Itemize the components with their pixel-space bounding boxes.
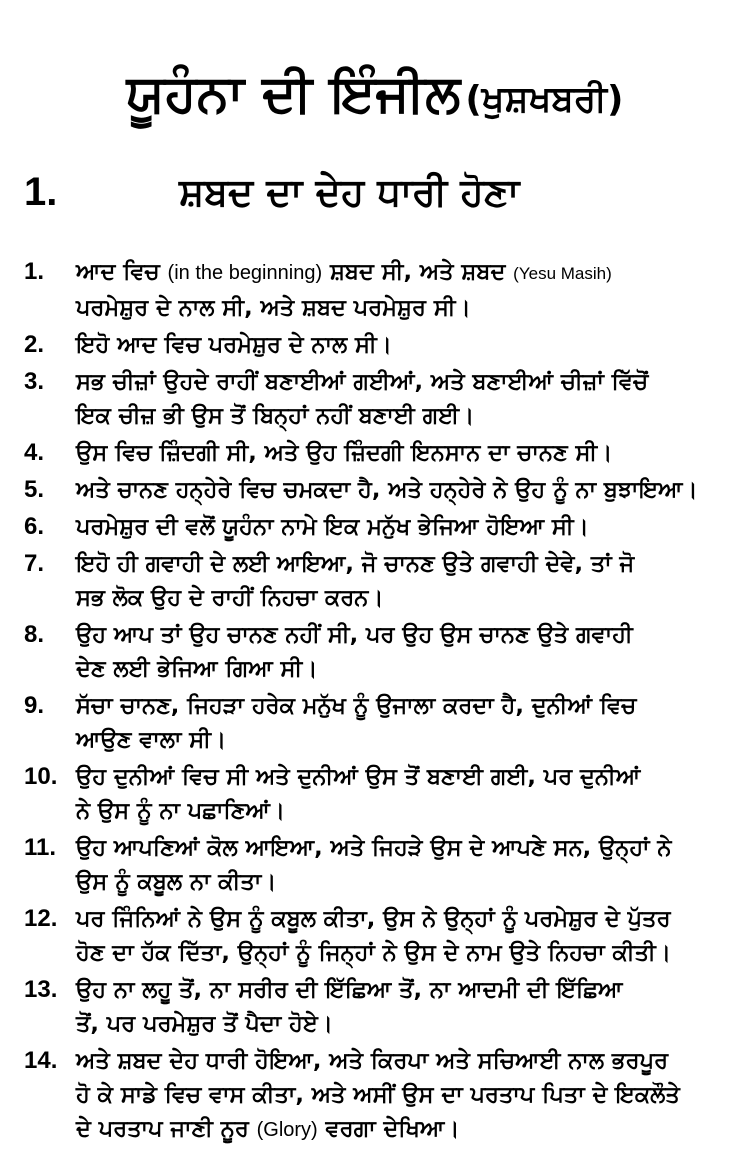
- verse-line: [76, 973, 736, 1007]
- verse-line: [76, 255, 736, 291]
- verse-number: 11.: [24, 834, 57, 861]
- verse: [24, 973, 736, 1041]
- verse-text: ਦੇ ਪਰਤਾਪ ਜਾਣੀ ਨੂਰ: [76, 1116, 257, 1142]
- verse: [24, 760, 736, 828]
- verse-text: ਇਹੋ ਹੀ ਗਵਾਹੀ ਦੇ ਲਈ ਆਇਆ, ਜੋ ਚਾਨਣ ਉਤੇ ਗਵਾਹੀ ਦੇਵੇ, ਤਾਂ ਜੋ: [76, 551, 635, 577]
- verse-number: 4.: [24, 439, 45, 466]
- verse-text: ਪਰ ਜਿੰਨਿਆਂ ਨੇ ਉਸ ਨੂੰ ਕਬੂਲ ਕੀਤਾ, ਉਸ ਨੇ ਉਨ੍ਹਾਂ ਨੂੰ ਪਰਮੇਸ਼ੁਰ ਦੇ ਪੁੱਤਰ: [76, 906, 671, 932]
- verse-text: ਅਤੇ ਚਾਨਣ ਹਨ੍ਹੇਰੇ ਵਿਚ ਚਮਕਦਾ ਹੈ, ਅਤੇ ਹਨ੍ਹੇਰੇ ਨੇ ਉਹ ਨੂੰ ਨਾ ਬੁਝਾਇਆ।: [76, 477, 698, 503]
- verse-text: ਸਭ ਚੀਜ਼ਾਂ ਉਹਦੇ ਰਾਹੀਂ ਬਣਾਈਆਂ ਗਈਆਂ, ਅਤੇ ਬਣਾਈਆਂ ਚੀਜ਼ਾਂ ਵਿੱਚੋਂ: [76, 369, 649, 395]
- verse: [24, 547, 736, 615]
- verse-number: 1.: [24, 258, 45, 285]
- verse: [24, 473, 736, 507]
- verse-line: [76, 473, 736, 507]
- verse-line: [76, 1112, 736, 1147]
- verse-number: 3.: [24, 368, 45, 395]
- verse-line: [76, 1078, 736, 1112]
- verse-line: [76, 547, 736, 581]
- verse-line: [76, 794, 736, 828]
- verse-line: [76, 1044, 736, 1078]
- verse-text: ਪਰਮੇਸ਼ੁਰ ਦੀ ਵਲੋਂ ਯੂਹੰਨਾ ਨਾਮੇ ਇਕ ਮਨੁੱਖ ਭੇਜਿਆ ਹੋਇਆ ਸੀ।: [76, 514, 589, 540]
- verse-line: [76, 399, 736, 433]
- verse-line: [76, 831, 736, 865]
- verse: [24, 365, 736, 433]
- verse-text: ਇਕ ਚੀਜ਼ ਭੀ ਉਸ ਤੋਂ ਬਿਨ੍ਹਾਂ ਨਹੀਂ ਬਣਾਈ ਗਈ।: [76, 403, 475, 429]
- verse-number: 10.: [24, 763, 58, 790]
- title-main: ਯੂਹੰਨਾ ਦੀ ਇੰਜੀਲ: [126, 64, 461, 124]
- verse-text: ਹੋਣ ਦਾ ਹੱਕ ਦਿੱਤਾ, ਉਨ੍ਹਾਂ ਨੂੰ ਜਿਨ੍ਹਾਂ ਨੇ ਉਸ ਦੇ ਨਾਮ ਉਤੇ ਨਿਹਚਾ ਕੀਤੀ।: [76, 940, 671, 966]
- verse-text: ਪਰਮੇਸ਼ੁਰ ਦੇ ਨਾਲ ਸੀ, ਅਤੇ ਸ਼ਬਦ ਪਰਮੇਸ਼ੁਰ ਸੀ।: [76, 295, 471, 321]
- verse-text: ਉਸ ਨੂੰ ਕਬੂਲ ਨਾ ਕੀਤਾ।: [76, 869, 277, 895]
- verse-number: 5.: [24, 476, 45, 503]
- verse-number: 6.: [24, 513, 45, 540]
- verse-text: ਆਦ ਵਿਚ: [76, 259, 168, 285]
- english-gloss: (Glory): [256, 1119, 318, 1141]
- verse-line: [76, 723, 736, 757]
- verse: [24, 328, 736, 362]
- verse: [24, 1044, 736, 1147]
- verse: [24, 255, 736, 325]
- verse-text: ਹੋ ਕੇ ਸਾਡੇ ਵਿਚ ਵਾਸ ਕੀਤਾ, ਅਤੇ ਅਸੀਂ ਉਸ ਦਾ ਪਰਤਾਪ ਪਿਤਾ ਦੇ ਇਕਲੌਤੇ: [76, 1082, 680, 1108]
- verse-number: 12.: [24, 905, 58, 932]
- verse-line: [76, 328, 736, 362]
- verse-number: 2.: [24, 331, 45, 358]
- chapter-heading: ਸ਼ਬਦ ਦਾ ਦੇਹ ਧਾਰੀ ਹੋਣਾ: [179, 170, 520, 214]
- verse-line: [76, 1007, 736, 1041]
- verse: [24, 510, 736, 544]
- verse-number: 13.: [24, 976, 58, 1003]
- verse-text: ਤੋਂ, ਪਰ ਪਰਮੇਸ਼ੁਰ ਤੋਂ ਪੈਦਾ ਹੋਏ।: [76, 1011, 333, 1037]
- verse-line: [76, 436, 736, 470]
- verse-text: ਉਹ ਦੁਨੀਆਂ ਵਿਚ ਸੀ ਅਤੇ ਦੁਨੀਆਂ ਉਸ ਤੋਂ ਬਣਾਈ ਗਈ, ਪਰ ਦੁਨੀਆਂ: [76, 764, 641, 790]
- verse: [24, 689, 736, 757]
- verse-text: ਨੇ ਉਸ ਨੂੰ ਨਾ ਪਛਾਣਿਆਂ।: [76, 798, 286, 824]
- verse-text: ਉਹ ਨਾ ਲਹੂ ਤੋਂ, ਨਾ ਸਰੀਰ ਦੀ ਇੱਛਿਆ ਤੋਂ, ਨਾ ਆਦਮੀ ਦੀ ਇੱਛਿਆ: [76, 977, 623, 1003]
- english-gloss: (Yesu Masih): [513, 264, 612, 283]
- verse-line: [76, 902, 736, 936]
- verse-number: 9.: [24, 692, 45, 719]
- verse-line: [76, 510, 736, 544]
- verse: [24, 902, 736, 970]
- verse-number: 7.: [24, 550, 45, 577]
- verse-number: 8.: [24, 621, 45, 648]
- verse: [24, 618, 736, 686]
- verse-text: ਅਤੇ ਸ਼ਬਦ ਦੇਹ ਧਾਰੀ ਹੋਇਆ, ਅਤੇ ਕਿਰਪਾ ਅਤੇ ਸਚਿਆਈ ਨਾਲ ਭਰਪੂਰ: [76, 1048, 669, 1074]
- page-title: [0, 64, 750, 125]
- verse-number: 14.: [24, 1047, 58, 1074]
- verse-text: ਉਹ ਆਪਣਿਆਂ ਕੋਲ ਆਇਆ, ਅਤੇ ਜਿਹੜੇ ਉਸ ਦੇ ਆਪਣੇ ਸਨ, ਉਨ੍ਹਾਂ ਨੇ: [76, 835, 672, 861]
- verse: [24, 436, 736, 470]
- verse: [24, 831, 736, 899]
- verse-text: ਉਸ ਵਿਚ ਜ਼ਿੰਦਗੀ ਸੀ, ਅਤੇ ਉਹ ਜ਼ਿੰਦਗੀ ਇਨਸਾਨ ਦਾ ਚਾਨਣ ਸੀ।: [76, 440, 613, 466]
- english-gloss: (in the beginning): [167, 262, 323, 284]
- verse-text: ਸਭ ਲੋਕ ਉਹ ਦੇ ਰਾਹੀਂ ਨਿਹਚਾ ਕਰਨ।: [76, 585, 384, 611]
- verse-text: ਉਹ ਆਪ ਤਾਂ ਉਹ ਚਾਨਣ ਨਹੀਂ ਸੀ, ਪਰ ਉਹ ਉਸ ਚਾਨਣ ਉਤੇ ਗਵਾਹੀ: [76, 622, 633, 648]
- verse-line: [76, 936, 736, 970]
- verse-line: [76, 689, 736, 723]
- verse-text: ਸ਼ਬਦ ਸੀ, ਅਤੇ ਸ਼ਬਦ: [322, 259, 514, 285]
- chapter-number: 1.: [24, 170, 58, 214]
- verse-text: ਸੱਚਾ ਚਾਨਣ, ਜਿਹੜਾ ਹਰੇਕ ਮਨੁੱਖ ਨੂੰ ਉਜਾਲਾ ਕਰਦਾ ਹੈ, ਦੁਨੀਆਂ ਵਿਚ: [76, 693, 637, 719]
- verse-line: [76, 581, 736, 615]
- verse-text: ਦੇਣ ਲਈ ਭੇਜਿਆ ਗਿਆ ਸੀ।: [76, 656, 318, 682]
- verse-list: [24, 255, 736, 1150]
- verse-line: [76, 652, 736, 686]
- verse-text: ਇਹੋ ਆਦ ਵਿਚ ਪਰਮੇਸ਼ੁਰ ਦੇ ਨਾਲ ਸੀ।: [76, 332, 392, 358]
- chapter-header: [24, 170, 734, 230]
- verse-text: ਆਉਣ ਵਾਲਾ ਸੀ।: [76, 727, 227, 753]
- title-subtitle: (ਖੁਸ਼ਖਬਰੀ): [465, 79, 624, 120]
- verse-line: [76, 291, 736, 325]
- verse-line: [76, 865, 736, 899]
- verse-line: [76, 365, 736, 399]
- verse-line: [76, 618, 736, 652]
- verse-line: [76, 760, 736, 794]
- verse-text: ਵਰਗਾ ਦੇਖਿਆ।: [317, 1116, 460, 1142]
